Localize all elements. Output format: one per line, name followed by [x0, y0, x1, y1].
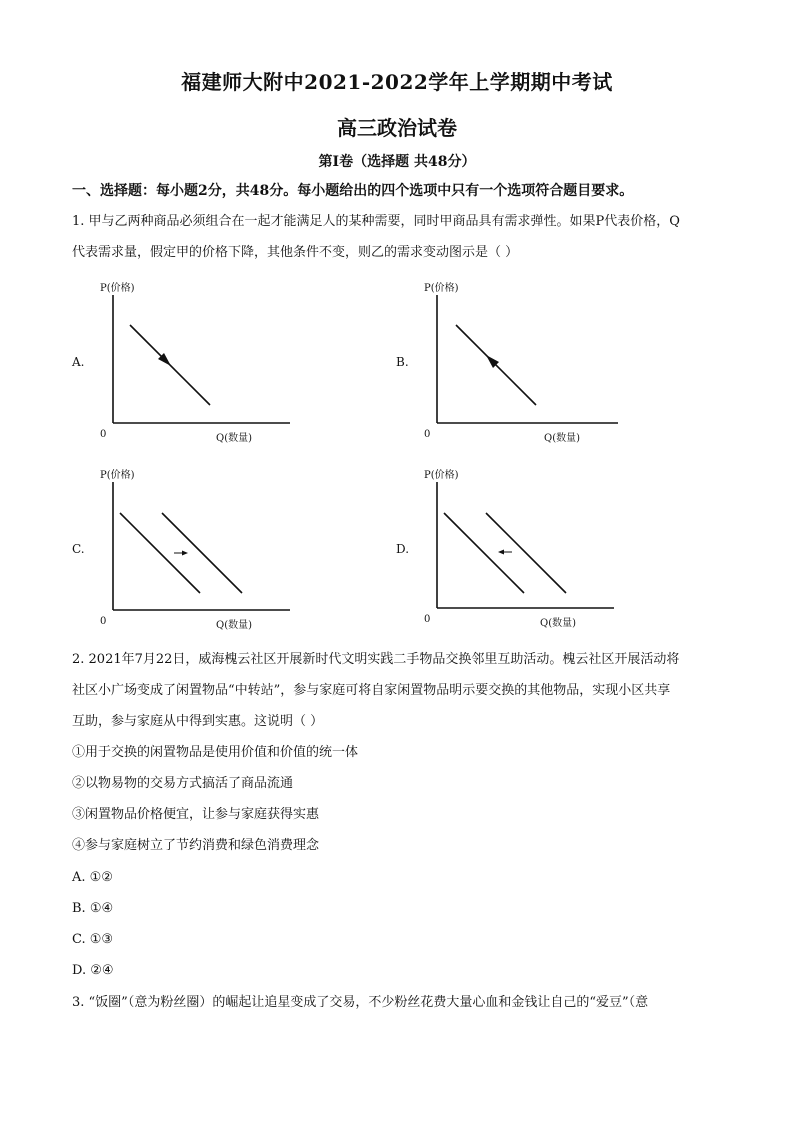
graph-b-origin: 0 — [424, 429, 431, 440]
q1-line-1: 1. 甲与乙两种商品必须组合在一起才能满足人的某种需要，同时甲商品具有需求弹性。如果P代表价格，Q — [72, 214, 680, 229]
graph-d-arrow-icon — [498, 550, 504, 555]
q2-line-3: 互助，参与家庭从中得到实惠。这说明（ ） — [72, 714, 324, 729]
paper-title: 福建师大附中2021-2022学年上学期期中考试 — [181, 70, 613, 94]
q2-choice-d[interactable]: D. ②④ — [72, 963, 114, 978]
graph-c-origin: 0 — [100, 616, 107, 627]
graph-d-x-label: Q(数量) — [540, 618, 577, 629]
q2-statement-4: ④参与家庭树立了节约消费和绿色消费理念 — [72, 838, 320, 853]
graph-d-y-label: P(价格) — [424, 470, 459, 481]
graph-d-curve-shifted — [486, 513, 566, 593]
graph-c-arrow-icon — [182, 551, 188, 556]
graph-b-y-label: P(价格) — [424, 283, 459, 294]
graph-c-x-label: Q(数量) — [216, 620, 253, 631]
q2-statement-1: ①用于交换的闲置物品是使用价值和价值的统一体 — [72, 745, 359, 760]
q2-line-1: 2. 2021年7月22日，威海槐云社区开展新时代文明实践二手物品交换邻里互助活动。槐云社区开展活动将 — [72, 652, 680, 667]
graph-c-plot — [72, 462, 302, 632]
option-d-label: D. — [396, 542, 410, 556]
graph-d[interactable] — [396, 462, 626, 632]
paper-subject: 高三政治试卷 — [337, 116, 457, 140]
option-b-label: B. — [396, 355, 409, 369]
graph-c[interactable] — [72, 462, 302, 632]
graph-b-x-label: Q(数量) — [544, 433, 581, 444]
graph-a-plot — [72, 275, 302, 445]
q2-line-2: 社区小广场变成了闲置物品“中转站”，参与家庭可将自家闲置物品明示要交换的其他物品，实现小区共享 — [72, 683, 671, 698]
graph-d-plot — [396, 462, 626, 632]
q2-statement-3: ③闲置物品价格便宜，让参与家庭获得实惠 — [72, 807, 320, 822]
graph-a[interactable] — [72, 275, 302, 445]
graph-d-curve-original — [444, 513, 524, 593]
graph-a-y-label: P(价格) — [100, 283, 135, 294]
graph-b[interactable] — [396, 275, 626, 445]
graph-a-x-label: Q(数量) — [216, 433, 253, 444]
option-c-label: C. — [72, 542, 85, 556]
graph-b-plot — [396, 275, 626, 445]
q2-choice-b[interactable]: B. ①④ — [72, 901, 114, 916]
graph-a-origin: 0 — [100, 429, 107, 440]
section-heading: 一、选择题：每小题2分，共48分。每小题给出的四个选项中只有一个选项符合题目要求。 — [72, 183, 634, 199]
paper-part: 第Ⅰ卷（选择题 共48分） — [318, 154, 476, 170]
q1-line-2: 代表需求量，假定甲的价格下降，其他条件不变，则乙的需求变动图示是（ ） — [72, 245, 519, 260]
q2-choice-a[interactable]: A. ①② — [72, 870, 113, 885]
graph-c-y-label: P(价格) — [100, 470, 135, 481]
q2-statement-2: ②以物易物的交易方式搞活了商品流通 — [72, 776, 294, 791]
q2-choice-c[interactable]: C. ①③ — [72, 932, 114, 947]
graph-d-origin: 0 — [424, 614, 431, 625]
option-a-label: A. — [72, 355, 85, 369]
q3-line-1: 3. “饭圈”（意为粉丝圈）的崛起让追星变成了交易，不少粉丝花费大量心血和金钱让自己的“爱豆”（意 — [72, 995, 649, 1010]
